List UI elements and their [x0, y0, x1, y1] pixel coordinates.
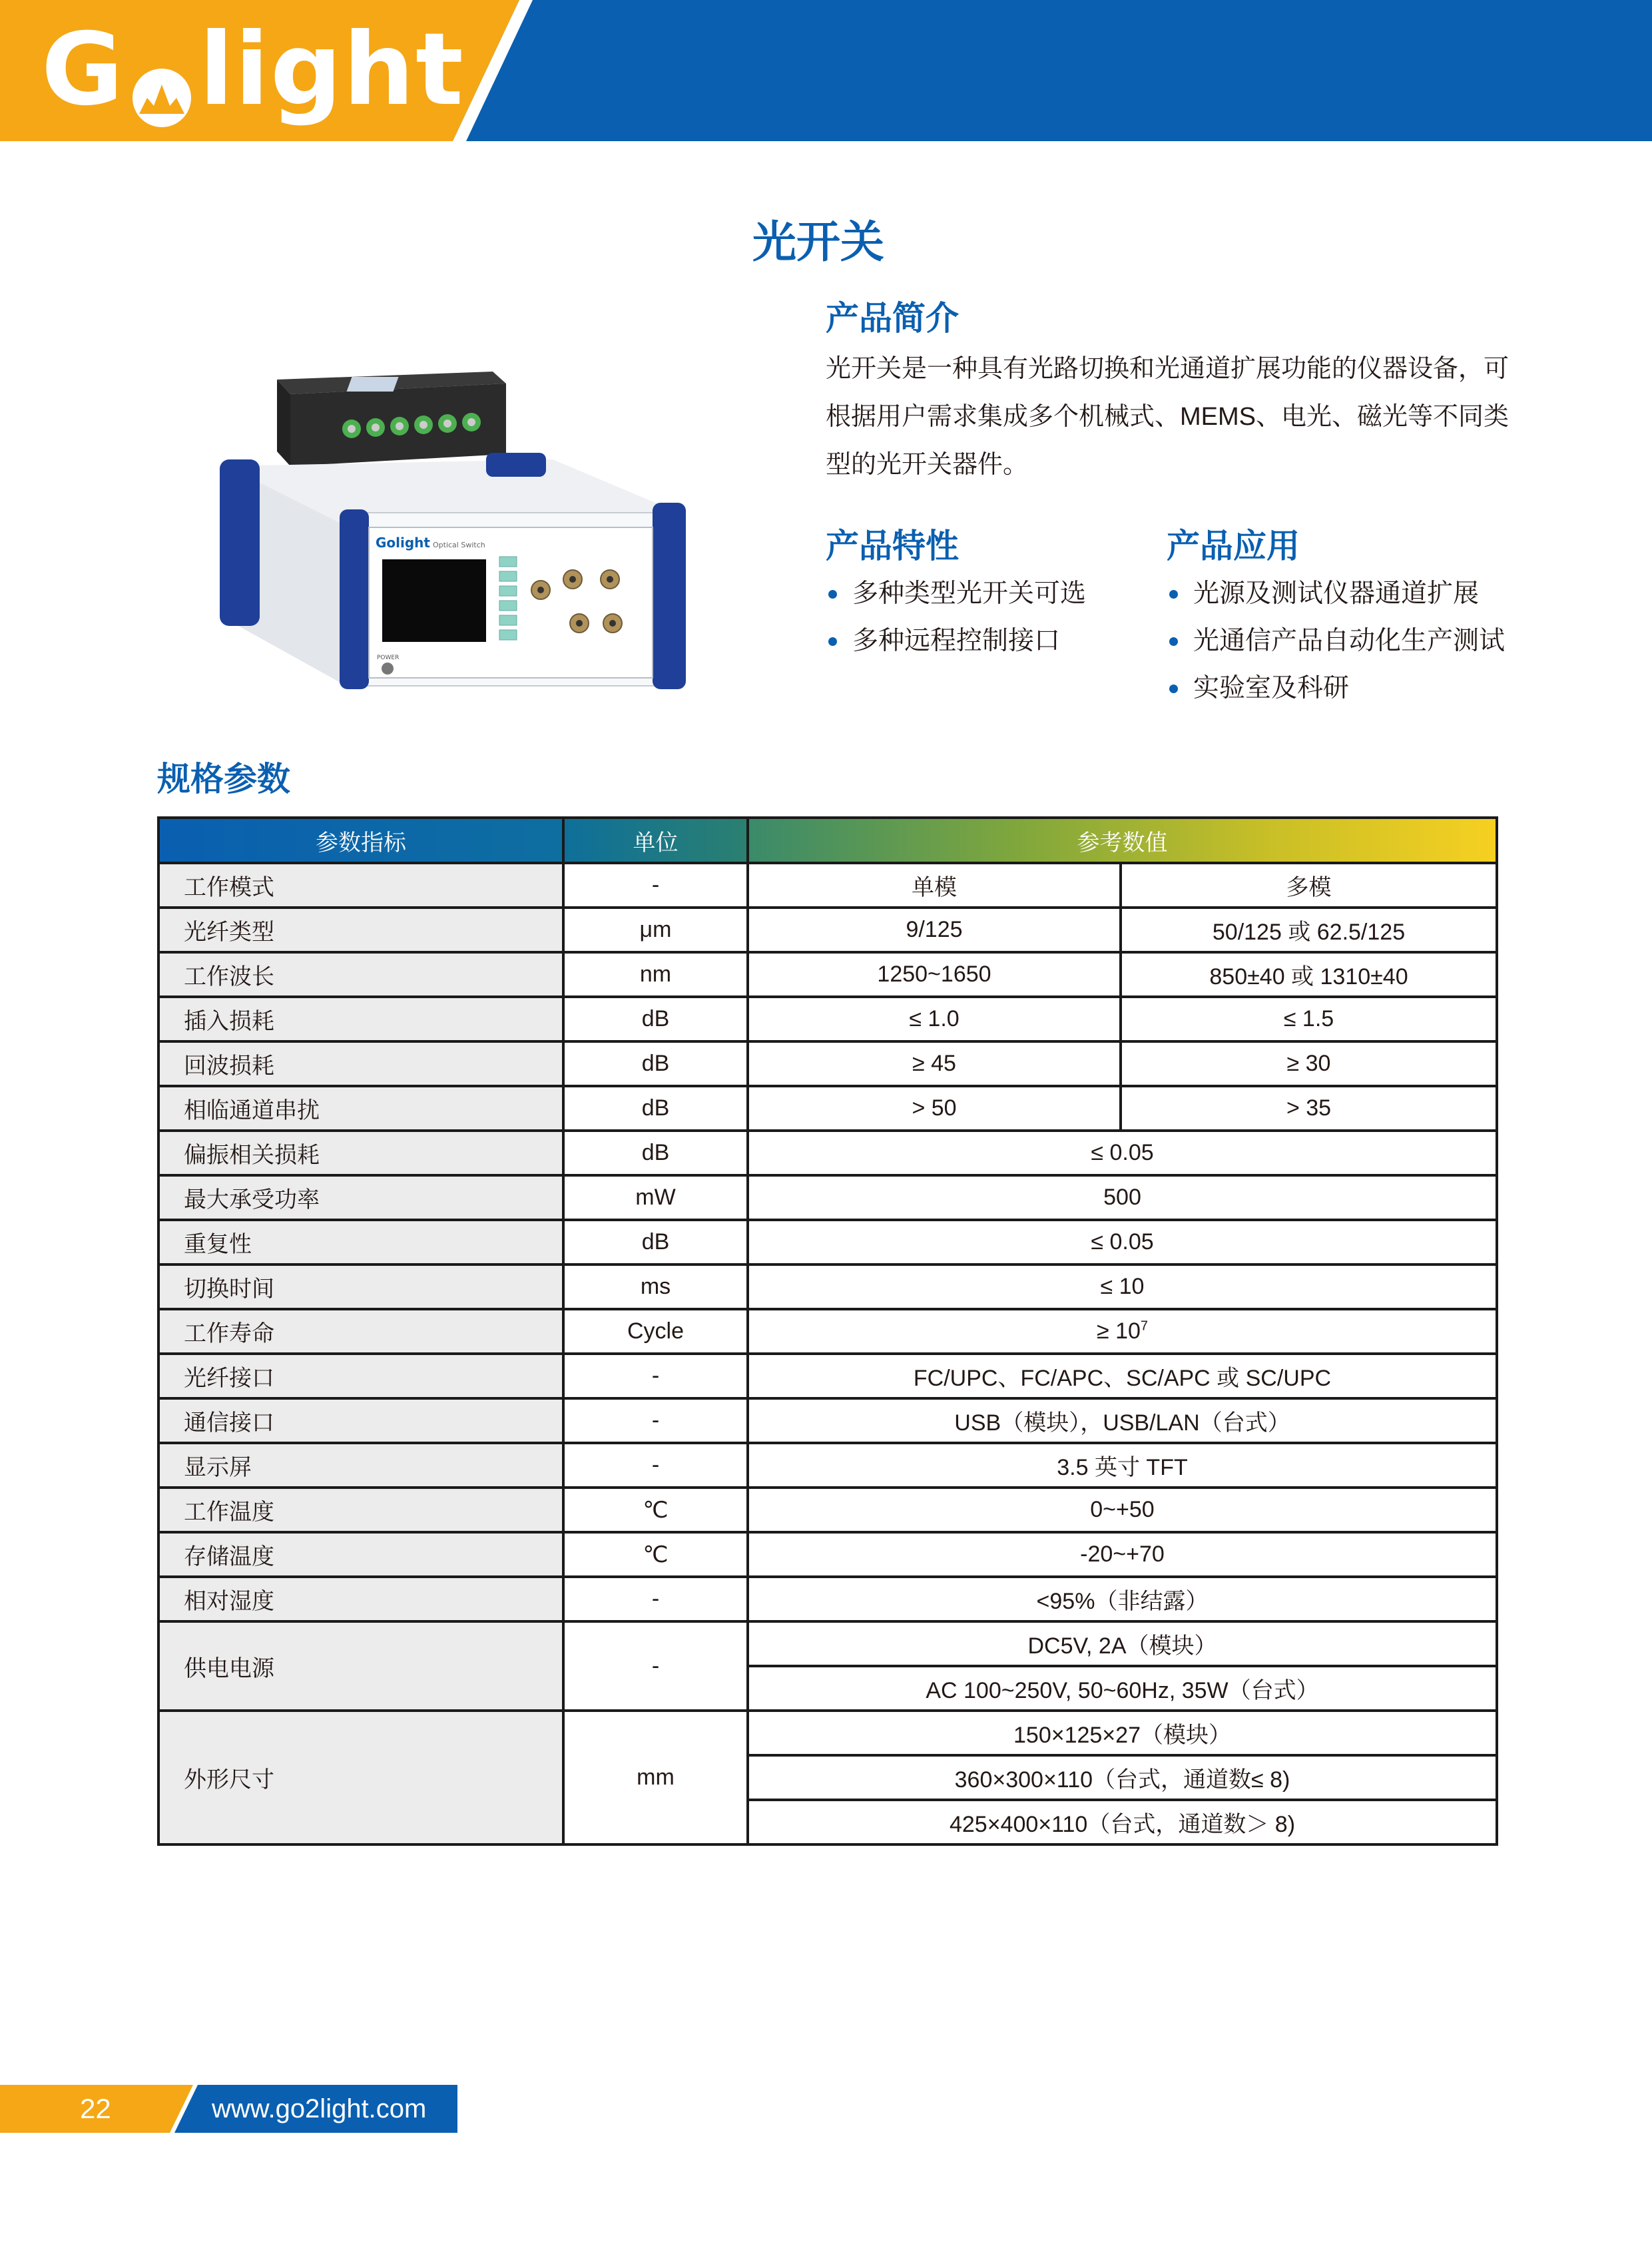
header-param: 参数指标: [158, 818, 563, 863]
header-unit: 单位: [563, 818, 748, 863]
table-row: 外形尺寸 mm 150×125×27（模块）: [158, 1711, 1497, 1755]
table-row: 显示屏 - 3.5 英寸 TFT: [158, 1443, 1497, 1488]
table-row: 最大承受功率 mW 500: [158, 1175, 1497, 1220]
bullet-icon: [1169, 590, 1178, 599]
device-brand: Golight: [376, 535, 430, 551]
bullet-icon: [828, 637, 837, 646]
table-row: 插入损耗 dB ≤ 1.0 ≤ 1.5: [158, 997, 1497, 1041]
page-title: 光开关: [752, 217, 884, 266]
applications-list: [1167, 570, 1505, 712]
spec-heading: 规格参数: [157, 760, 290, 798]
bullet-icon: [828, 590, 837, 599]
list-item: 实验室及科研: [1167, 665, 1505, 712]
list-item: 多种远程控制接口: [826, 617, 1086, 665]
intro-heading: 产品简介: [826, 300, 959, 337]
list-item: 光源及测试仪器通道扩展: [1167, 570, 1505, 617]
list-item: 光通信产品自动化生产测试: [1167, 617, 1505, 665]
logo-text-pre: G: [41, 12, 125, 128]
intro-text: 光开关是一种具有光路切换和光通道扩展功能的仪器设备，可根据用户需求集成多个机械式、MEMS、电光、磁光等不同类型的光开关器件。: [826, 355, 1510, 479]
table-row: 通信接口 - USB（模块），USB/LAN（台式）: [158, 1398, 1497, 1443]
table-row: 光纤类型 μm 9/125 50/125 或 62.5/125: [158, 908, 1497, 952]
table-row: 重复性 dB ≤ 0.05: [158, 1220, 1497, 1264]
table-row: 切换时间 ms ≤ 10: [158, 1264, 1497, 1309]
device-screen: [382, 559, 486, 642]
table-row: 光纤接口 - FC/UPC、FC/APC、SC/APC 或 SC/UPC: [158, 1354, 1497, 1398]
table-row: 425×400×110（台式，通道数＞ 8): [158, 1800, 1497, 1844]
table-row: 工作波长 nm 1250~1650 850±40 或 1310±40: [158, 952, 1497, 997]
bullet-icon: [1169, 685, 1178, 693]
device-power-label: POWER: [377, 655, 400, 661]
table-row: 偏振相关损耗 dB ≤ 0.05: [158, 1131, 1497, 1175]
applications-heading: 产品应用: [1167, 527, 1300, 565]
table-row: 存储温度 ℃ -20~+70: [158, 1532, 1497, 1577]
table-row: 供电电源 - DC5V, 2A（模块）: [158, 1621, 1497, 1666]
bullet-icon: [1169, 637, 1178, 646]
features-heading: 产品特性: [826, 527, 959, 565]
table-row: 回波损耗 dB ≥ 45 ≥ 30: [158, 1041, 1497, 1086]
table-row: 360×300×110（台式，通道数≤ 8): [158, 1755, 1497, 1800]
power-button-icon: [382, 663, 394, 675]
product-image: [213, 360, 692, 699]
golight-logo: [41, 13, 465, 127]
table-header-row: [158, 818, 1497, 863]
table-row: 相临通道串扰 dB > 50 > 35: [158, 1086, 1497, 1131]
device-panel-title: Optical Switch: [433, 541, 485, 549]
sun-icon: [127, 39, 196, 109]
lifetime-value: ≥ $10^7$: [748, 1309, 1497, 1354]
logo-text-post: light: [199, 12, 465, 128]
table-row: 工作寿命 Cycle ≥ $10^7$: [158, 1309, 1497, 1354]
list-item: 多种类型光开关可选: [826, 570, 1086, 617]
page-number: 22: [80, 2093, 111, 2124]
table-row: 工作模式 - 单模 多模: [158, 863, 1497, 908]
spec-table: [157, 816, 1498, 1846]
table-row: AC 100~250V, 50~60Hz, 35W（台式）: [158, 1666, 1497, 1711]
features-list: [826, 570, 1086, 665]
website-link[interactable]: www.go2light.com: [212, 2094, 427, 2123]
header-value: 参考数值: [748, 818, 1497, 863]
table-row: 工作温度 ℃ 0~+50: [158, 1488, 1497, 1532]
table-row: 相对湿度 - <95%（非结露）: [158, 1577, 1497, 1621]
